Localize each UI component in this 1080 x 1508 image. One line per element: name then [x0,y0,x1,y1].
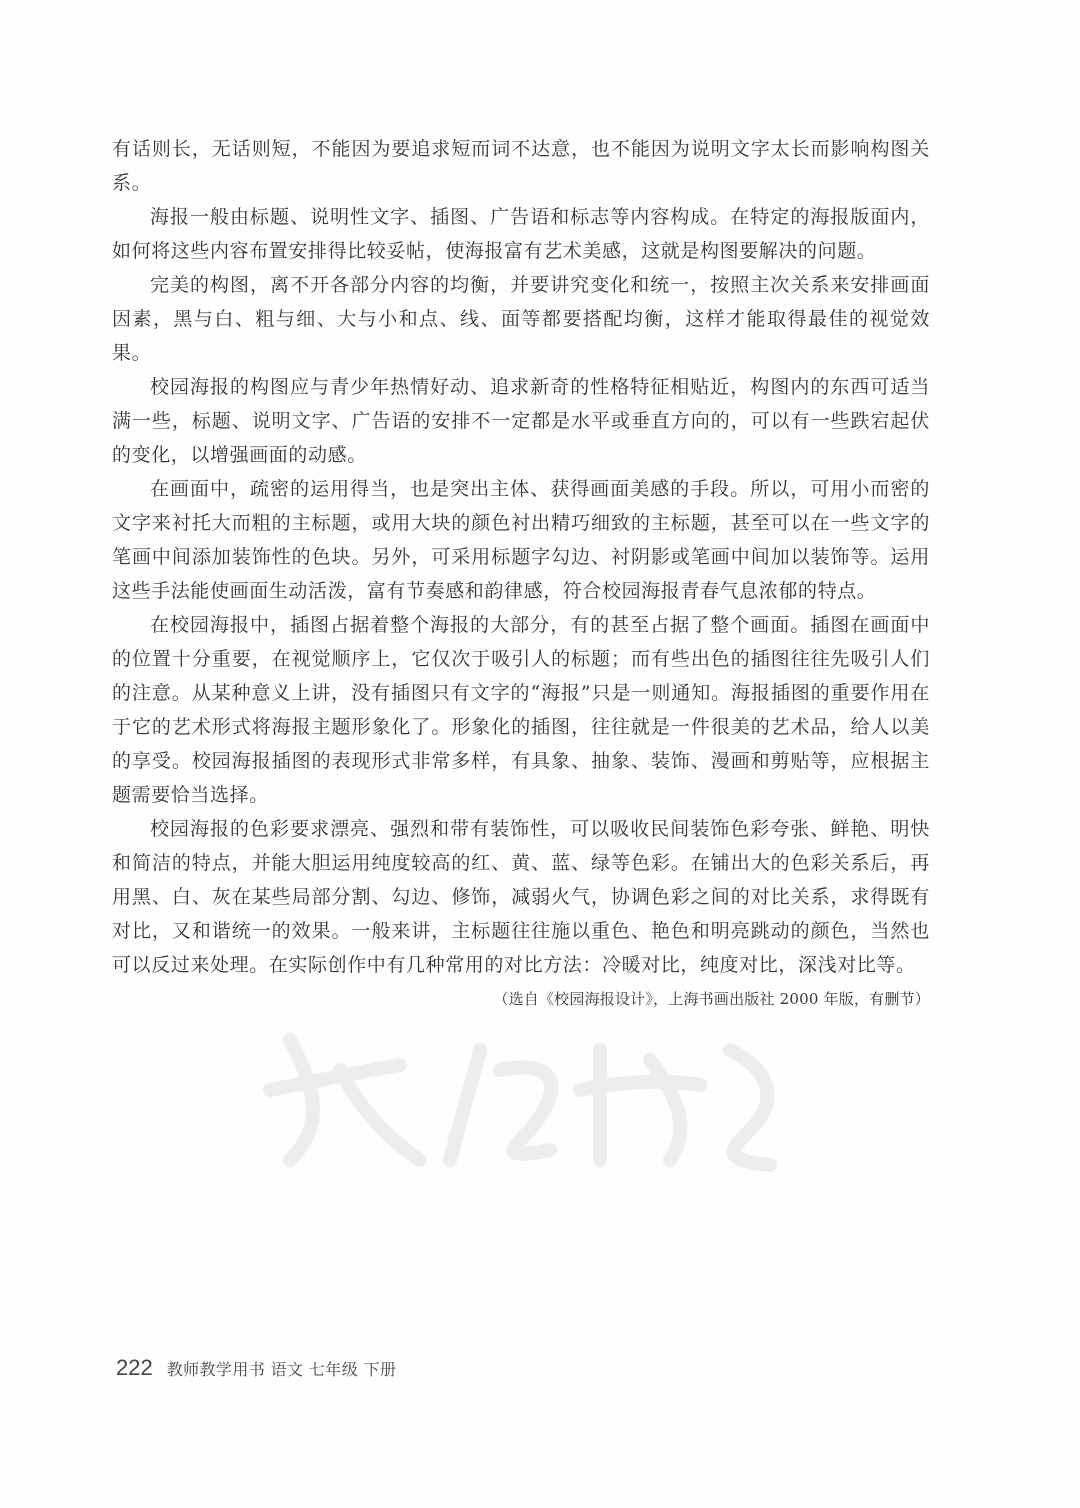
paragraph: 在校园海报中，插图占据着整个海报的大部分，有的甚至占据了整个画面。插图在画面中的位置十分重要，在视觉顺序上，它仅次于吸引人的标题；而有些出色的插图往往先吸引人们的注意。从某种意义上讲，没有插图只有文字的“海报”只是一则通知。海报插图的重要作用在于它的艺术形式将海报主题形象化了。形象化的插图，往往就是一件很美的艺术品，给人以美的享受。校园海报插图的表现形式非常多样，有具象、抽象、装饰、漫画和剪贴等，应根据主题需要恰当选择。 [112,614,930,806]
page-footer [116,1355,396,1381]
source-citation: （选自《校园海报设计》，上海书画出版社 2000 年版，有删节） [493,990,930,1008]
page-number: 222 [116,1355,153,1380]
paragraph: 有话则长，无话则短，不能因为要追求短而词不达意，也不能因为说明文字太长而影响构图关系。 [112,138,930,194]
paragraph: 校园海报的构图应与青少年热情好动、追求新奇的性格特征相贴近，构图内的东西可适当满一些，标题、说明文字、广告语的安排不一定都是水平或垂直方向的，可以有一些跌宕起伏的变化，以增强画面的动感。 [112,376,930,466]
book-title: 教师教学用书 语文 七年级 下册 [166,1360,397,1379]
publisher-watermark-icon [250,1010,810,1180]
body-text [112,132,930,1014]
paragraph: 海报一般由标题、说明性文字、插图、广告语和标志等内容构成。在特定的海报版面内，如何将这些内容布置安排得比较妥帖，使海报富有艺术美感，这就是构图要解决的问题。 [112,206,930,262]
paragraph: 在画面中，疏密的运用得当，也是突出主体、获得画面美感的手段。所以，可用小而密的文字来衬托大而粗的主标题，或用大块的颜色衬出精巧细致的主标题，甚至可以在一些文字的笔画中间添加装饰性的色块。另外，可采用标题字勾边、衬阴影或笔画中间加以装饰等。运用这些手法能使画面生动活泼，富有节奏感和韵律感，符合校园海报青春气息浓郁的特点。 [112,478,930,602]
paragraph: 完美的构图，离不开各部分内容的均衡，并要讲究变化和统一，按照主次关系来安排画面因素，黑与白、粗与细、大与小和点、线、面等都要搭配均衡，这样才能取得最佳的视觉效果。 [112,274,930,364]
paragraph: 校园海报的色彩要求漂亮、强烈和带有装饰性，可以吸收民间装饰色彩夸张、鲜艳、明快和简洁的特点，并能大胆运用纯度较高的红、黄、蓝、绿等色彩。在铺出大的色彩关系后，再用黑、白、灰在某些局部分割、勾边、修饰，减弱火气，协调色彩之间的对比关系，求得既有对比，又和谐统一的效果。一般来讲，主标题往往施以重色、艳色和明亮跳动的颜色，当然也可以反过来处理。在实际创作中有几种常用的对比方法：冷暖对比，纯度对比，深浅对比等。 [112,818,930,976]
